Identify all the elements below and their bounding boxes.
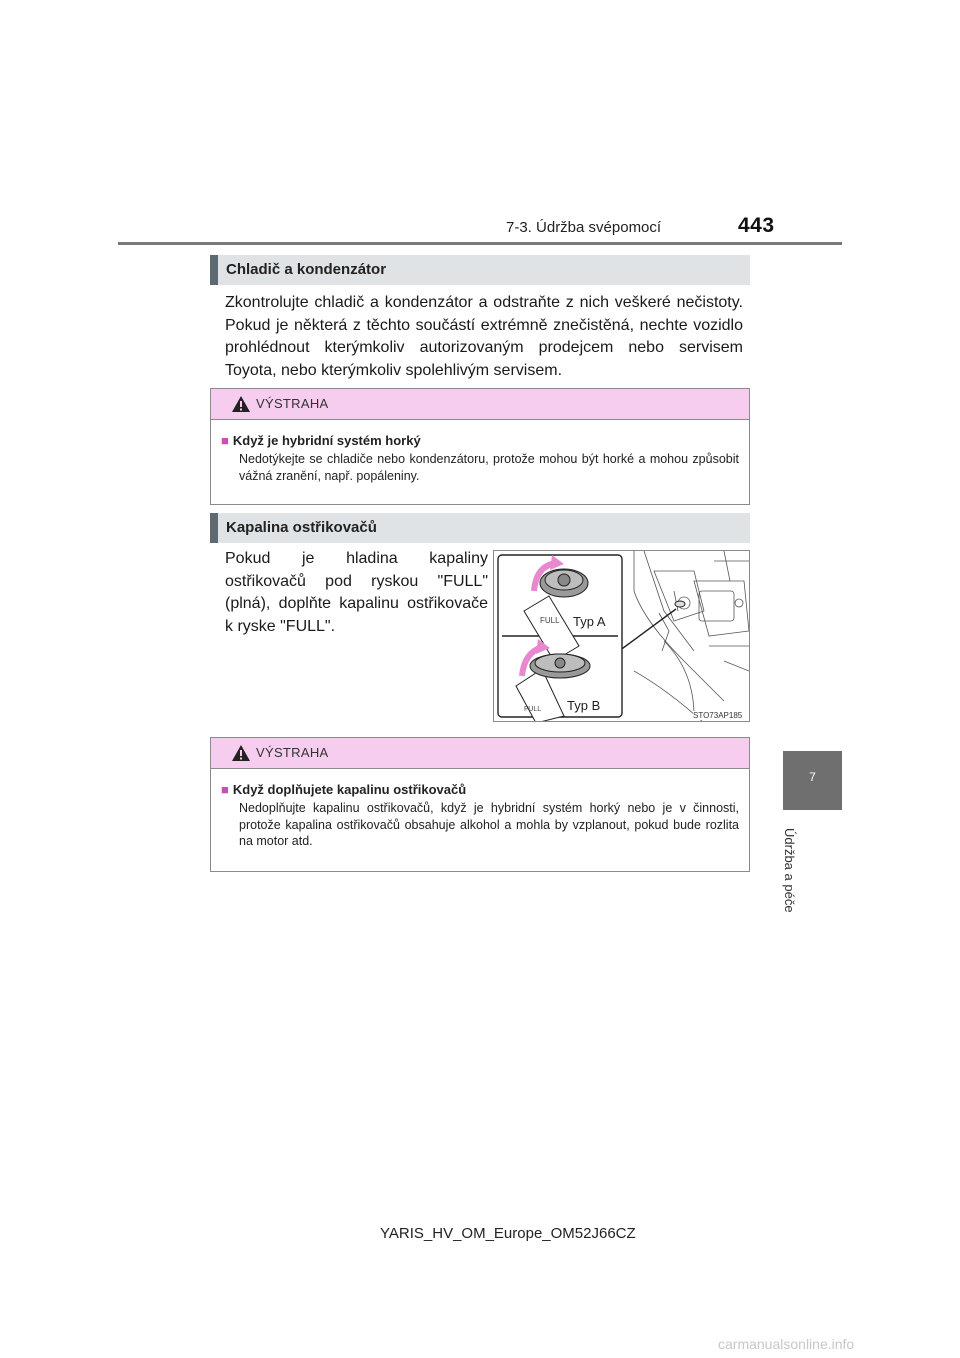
watermark: carmanualsonline.info — [718, 1336, 855, 1352]
figure-code: STO73AP185 — [693, 711, 743, 720]
header-rule — [118, 242, 842, 245]
warning-header — [211, 389, 749, 420]
warning-title: VÝSTRAHA — [256, 745, 329, 760]
section-text-washer: Pokud je hladina kapaliny ostřikovačů pod ryskou "FULL" (plná), doplňte kapalinu ostřikovače k ryske "FULL". — [225, 550, 488, 635]
warning-title: VÝSTRAHA — [256, 396, 329, 411]
section-text-radiator: Zkontrolujte chladič a kondenzátor a odstraňte z nich veškeré nečistoty. Pokud je některá z těchto součástí extrémně znečistěná, nechte vozidlo prohlédnout kterýmkoliv autorizovaným prodejcem nebo servisem Toyota, nebo kterýmkoliv spolehlivým servisem. — [225, 294, 743, 379]
square-bullet-icon: ■ — [221, 433, 229, 448]
warning-header — [211, 738, 749, 769]
section-heading-radiator: Chladič a kondenzátor — [210, 255, 750, 285]
chapter-side-label — [775, 828, 815, 938]
warning-subheading-text: Když je hybridní systém horký — [232, 433, 421, 448]
page-number: 443 — [738, 214, 775, 237]
svg-text:FULL: FULL — [540, 616, 560, 625]
warning-box-washer-fluid — [210, 737, 750, 872]
warning-triangle-icon — [231, 395, 251, 413]
figure-label-type-a: Typ A — [573, 614, 606, 629]
warning-subheading — [221, 433, 739, 448]
svg-text:FULL: FULL — [524, 706, 542, 713]
washer-fluid-figure — [493, 550, 750, 722]
washer-reservoir-illustration — [494, 551, 750, 722]
figure-label-type-b: Typ B — [567, 698, 601, 713]
chapter-title: Údržba a péče — [782, 828, 797, 913]
chapter-tab: 7 — [783, 751, 842, 810]
warning-box-hot-system — [210, 388, 750, 505]
warning-triangle-icon — [231, 744, 251, 762]
warning-text: Nedotýkejte se chladiče nebo kondenzátoru, protože mohou být horké a mohou způsobit vážná zranění, např. popáleniny. — [239, 452, 739, 483]
document-footer-id: YARIS_HV_OM_Europe_OM52J66CZ — [380, 1225, 636, 1242]
running-header-section: 7-3. Údržba svépomocí — [506, 219, 662, 236]
warning-subheading — [221, 782, 739, 797]
square-bullet-icon: ■ — [221, 782, 229, 797]
warning-subheading-text: Když doplňujete kapalinu ostřikovačů — [232, 782, 467, 797]
warning-text: Nedoplňujte kapalinu ostřikovačů, když je hybridní systém horký nebo je v činnosti, protože kapalina ostřikovačů obsahuje alkohol a mohla by vzplanout, pokud bude rozlita na motor atd. — [239, 801, 739, 848]
section-heading-washer: Kapalina ostřikovačů — [210, 513, 750, 543]
